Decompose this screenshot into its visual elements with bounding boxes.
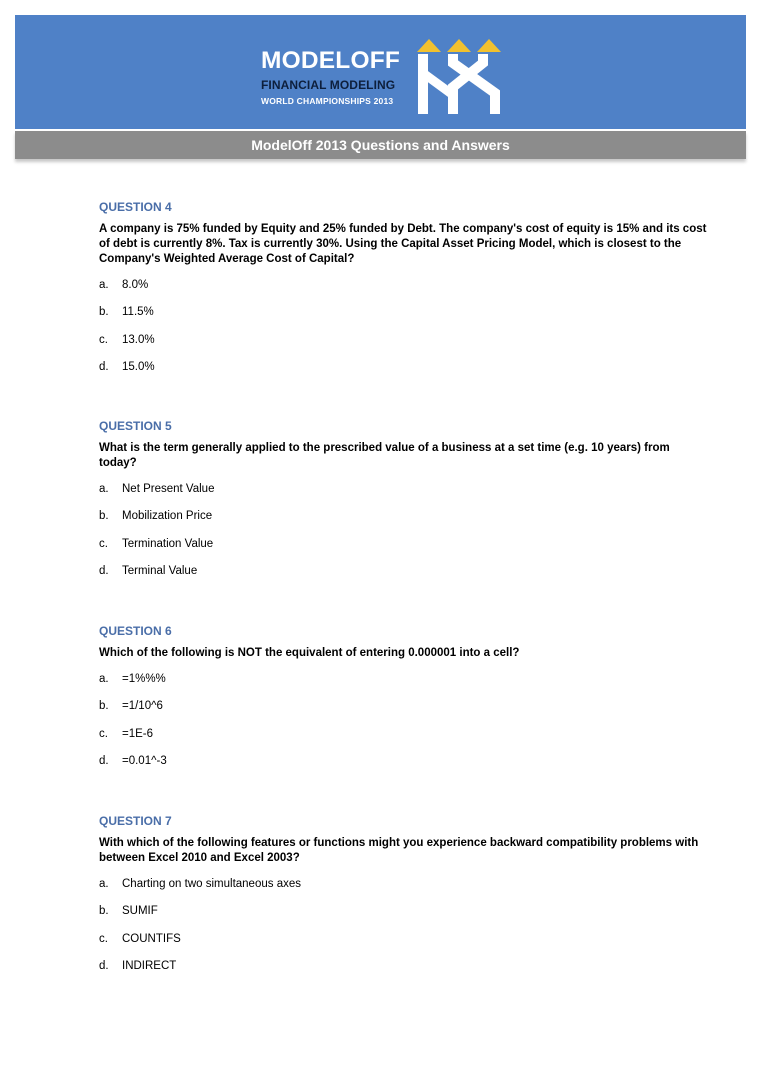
option-letter: c.: [99, 727, 108, 740]
option-text: Net Present Value: [122, 483, 215, 495]
option-text: INDIRECT: [122, 960, 177, 973]
question-6: [99, 624, 709, 782]
question-5: [99, 419, 709, 592]
options-list: [99, 482, 709, 592]
option-b: [99, 904, 709, 931]
option-text: Termination Value: [122, 537, 214, 550]
option-text: =1%%%: [122, 673, 166, 685]
logo-tagline: WORLD CHAMPIONSHIPS 2013: [261, 96, 394, 106]
option-a: [99, 278, 709, 305]
document-title: ModelOff 2013 Questions and Answers: [251, 137, 510, 153]
question-4: [99, 200, 709, 388]
option-d: [99, 564, 709, 591]
option-letter: b.: [99, 306, 109, 319]
option-letter: c.: [99, 537, 108, 550]
question-text: With which of the following features or functions might you experience backward compatibility problems with between Excel 2010 and Excel 2003?: [99, 837, 699, 864]
option-text: Mobilization Price: [122, 510, 213, 523]
question-heading: QUESTION 5: [99, 419, 172, 433]
option-letter: d.: [99, 755, 109, 768]
option-b: [99, 509, 709, 536]
logo-title: MODELOFF: [261, 47, 401, 74]
option-c: [99, 537, 709, 564]
question-text: What is the term generally applied to the prescribed value of a business at a set time (e.g. 10 years) from today?: [99, 442, 670, 469]
option-c: [99, 932, 709, 959]
option-letter: b.: [99, 905, 109, 918]
question-text: Which of the following is NOT the equivalent of entering 0.000001 into a cell?: [99, 647, 520, 659]
logo-text: [261, 48, 400, 107]
option-letter: c.: [99, 932, 108, 945]
option-letter: a.: [99, 279, 109, 291]
option-letter: c.: [99, 333, 108, 346]
option-a: [99, 482, 709, 509]
option-c: [99, 333, 709, 360]
option-letter: b.: [99, 700, 109, 713]
option-text: 11.5%: [122, 306, 154, 319]
option-letter: a.: [99, 878, 109, 890]
document-title-bar: [15, 131, 746, 159]
option-d: [99, 360, 709, 387]
option-letter: d.: [99, 565, 109, 578]
question-heading: QUESTION 7: [99, 814, 172, 828]
question-heading: QUESTION 6: [99, 624, 172, 638]
option-d: [99, 754, 709, 781]
option-b: [99, 699, 709, 726]
options-list: [99, 672, 709, 782]
option-a: [99, 672, 709, 699]
option-a: [99, 877, 709, 904]
modeloff-logo-icon: [416, 37, 506, 119]
option-text: =1E-6: [122, 727, 154, 740]
option-text: 15.0%: [122, 361, 155, 374]
option-letter: a.: [99, 483, 109, 495]
question-text: A company is 75% funded by Equity and 25% funded by Debt. The company's cost of equity is 15% and its cost of debt is currently 8%. Tax is currently 30%. Using the Capital Asset Pricing Model, which is closest to the Company's Weighted Average Cost of Capital?: [99, 223, 707, 265]
option-letter: a.: [99, 673, 109, 685]
option-text: 13.0%: [122, 333, 155, 346]
option-text: Charting on two simultaneous axes: [122, 878, 301, 890]
logo-subtitle: FINANCIAL MODELING: [261, 78, 396, 92]
option-text: 8.0%: [122, 279, 149, 291]
question-7: [99, 814, 709, 987]
option-letter: d.: [99, 361, 109, 374]
option-text: SUMIF: [122, 905, 158, 918]
option-text: =0.01^-3: [122, 755, 167, 768]
option-text: Terminal Value: [122, 565, 198, 578]
option-d: [99, 959, 709, 986]
option-text: =1/10^6: [122, 700, 163, 713]
options-list: [99, 278, 709, 388]
question-heading: QUESTION 4: [99, 200, 172, 214]
options-list: [99, 877, 709, 987]
option-c: [99, 727, 709, 754]
option-letter: b.: [99, 510, 109, 523]
option-b: [99, 305, 709, 332]
option-text: COUNTIFS: [122, 932, 181, 945]
header-banner: [15, 15, 746, 129]
option-letter: d.: [99, 960, 109, 973]
